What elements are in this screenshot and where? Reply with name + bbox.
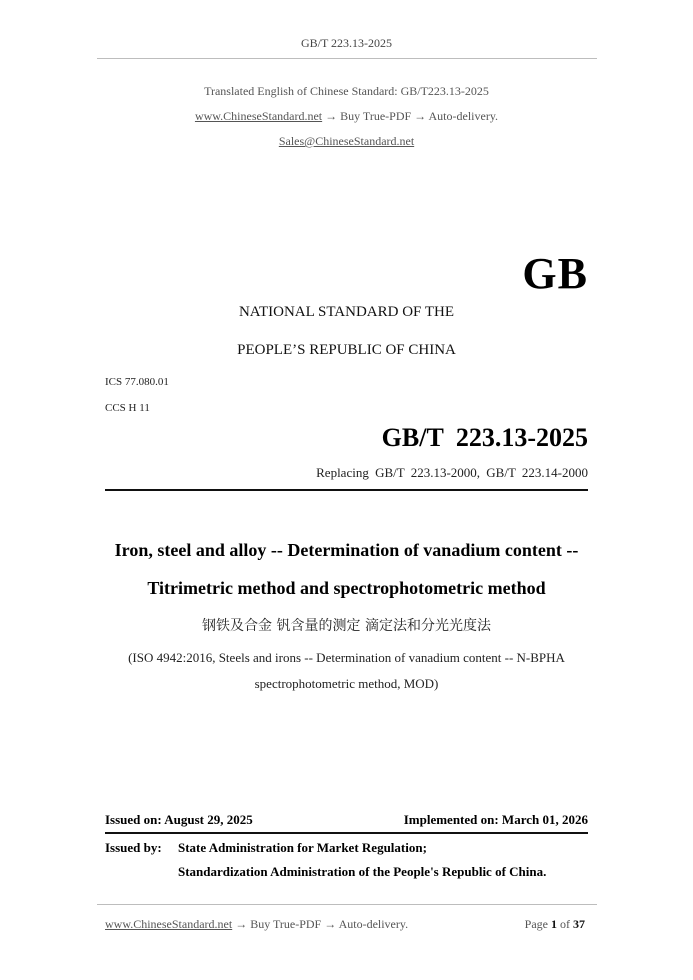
sales-email-link[interactable]: Sales@ChineseStandard.net [278, 134, 415, 148]
issuer-line-2: Standardization Administration of the People's Republic of China. [178, 864, 547, 879]
replacing-note: Replacing GB/T 223.13-2000, GB/T 223.14-2000 [316, 465, 588, 480]
header-divider [97, 58, 597, 59]
purchase-text: → Buy True-PDF → Auto-delivery. [322, 109, 499, 123]
page-total: 37 [573, 917, 585, 931]
iso-reference-line-1: (ISO 4942:2016, Steels and irons -- Determination of vanadium content -- N-BPHA [128, 650, 565, 665]
implemented-on-date: Implemented on: March 01, 2026 [403, 812, 588, 827]
footer-purchase-text: → Buy True-PDF → Auto-delivery. [232, 917, 409, 931]
purchase-line [0, 109, 693, 124]
iso-reference-line-2: spectrophotometric method, MOD) [254, 676, 439, 691]
website-link[interactable]: www.ChineseStandard.net [194, 109, 323, 123]
title-divider [105, 489, 588, 491]
gb-logo-mark: GB [522, 249, 588, 298]
translation-note: Translated English of Chinese Standard: GB/T223.13-2025 [204, 84, 489, 98]
document-title-line-2: Titrimetric method and spectrophotometric method [147, 578, 546, 598]
issued-on-date: Issued on: August 29, 2025 [105, 812, 253, 827]
issuer-line-1: State Administration for Market Regulation; [178, 840, 427, 855]
issued-by-label: Issued by: [105, 840, 162, 855]
country-heading: PEOPLE’S REPUBLIC OF CHINA [237, 342, 456, 358]
running-header: GB/T 223.13-2025 [300, 36, 393, 50]
standard-number: GB/T 223.13-2025 [381, 423, 588, 452]
dates-divider [105, 832, 588, 834]
footer-website-link[interactable]: www.ChineseStandard.net [105, 917, 233, 931]
national-standard-heading: NATIONAL STANDARD OF THE [238, 304, 455, 320]
page-label: Page [524, 917, 548, 931]
ics-code: ICS 77.080.01 [105, 376, 169, 388]
footer-purchase-line [105, 917, 408, 932]
document-title-chinese: 钢铁及合金 钒含量的测定 滴定法和分光光度法 [202, 618, 491, 634]
page-of: of [560, 917, 570, 931]
footer-divider [97, 904, 597, 905]
page-current: 1 [551, 917, 557, 931]
ccs-code: CCS H 11 [105, 402, 150, 414]
page-indicator [525, 917, 585, 932]
email-line [0, 134, 693, 149]
document-title-line-1: Iron, steel and alloy -- Determination of vanadium content -- [114, 540, 579, 560]
